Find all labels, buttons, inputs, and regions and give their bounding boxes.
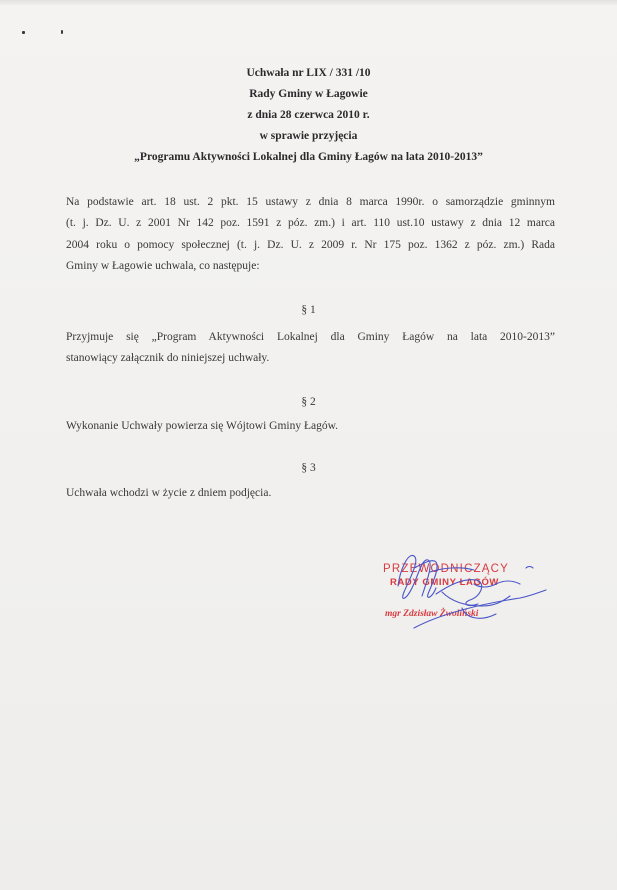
section-2-sign: § 2	[301, 396, 316, 408]
section-1-line: stanowiący załącznik do niniejszej uchwały.	[66, 352, 270, 365]
scan-mark-left	[22, 31, 25, 34]
stamp-name: mgr Zdzisław Żwoliński	[385, 609, 479, 619]
legal-basis-line: 2004 roku o pomocy społecznej (t. j. Dz. U. z 2009 r. Nr 175 poz. 1362 z póz. zm.) Rada	[66, 238, 555, 251]
resolution-date: z dnia 28 czerwca 2010 r.	[247, 109, 370, 121]
section-3-sign: § 3	[301, 462, 316, 474]
scan-top-edge	[0, 0, 617, 6]
section-3-text	[66, 483, 555, 504]
resolution-heading	[0, 63, 617, 168]
stamp-organization: RADY GMINY ŁAGÓW	[390, 577, 500, 588]
section-1-sign: § 1	[301, 304, 316, 316]
section-3-line: Uchwała wchodzi w życie z dniem podjęcia.	[66, 487, 272, 499]
resolution-subject-title: „Programu Aktywności Lokalnej dla Gminy Łagów na lata 2010-2013”	[134, 151, 483, 163]
resolution-subject-intro: w sprawie przyjęcia	[259, 130, 358, 142]
legal-basis-line: Gminy w Łagowie uchwala, co następuje:	[66, 259, 260, 272]
legal-basis-paragraph	[66, 192, 555, 277]
section-1-line: Przyjmuje się „Program Aktywności Lokalnej dla Gminy Łagów na lata 2010-2013”	[66, 331, 555, 343]
legal-basis-line: (t. j. Dz. U. z 2001 Nr 142 poz. 1591 z póz. zm.) i art. 110 ust.10 ustawy z dnia 12 marca	[66, 217, 555, 230]
scan-mark-right	[61, 30, 63, 34]
council-name: Rady Gminy w Łagowie	[249, 88, 368, 100]
section-2-line: Wykonanie Uchwały powierza się Wójtowi Gminy Łagów.	[66, 420, 339, 432]
chairman-stamp	[370, 548, 560, 643]
legal-basis-line: Na podstawie art. 18 ust. 2 pkt. 15 ustawy z dnia 8 marca 1990r. o samorządzie gminnym	[66, 196, 555, 208]
stamp-title: PRZEWODNICZĄCY	[383, 563, 510, 575]
section-1-text	[66, 327, 555, 370]
resolution-number: Uchwała nr LIX / 331 /10	[246, 67, 371, 79]
section-2-text	[66, 416, 555, 437]
